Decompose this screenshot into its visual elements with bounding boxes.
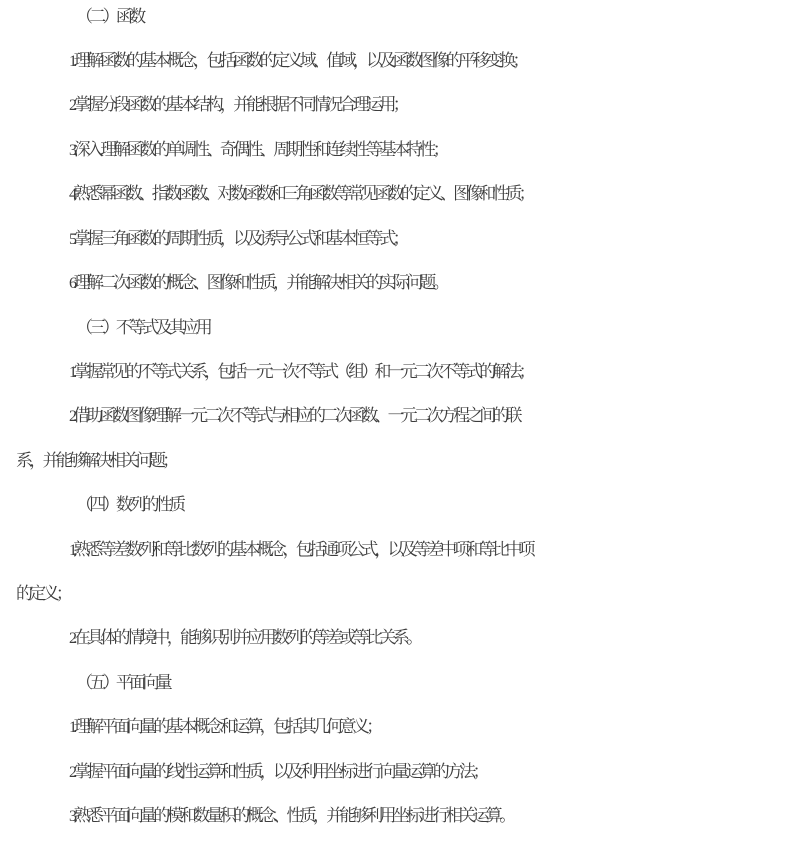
item-number: 1. [69, 53, 74, 70]
item-text: 借助函数图像理解一元二次不等式与相应的二次函数、一元二次方程之间的联 [73, 406, 519, 426]
list-item [69, 539, 787, 562]
list-item [69, 183, 787, 206]
section-heading: （四）数列的性质 [76, 495, 183, 515]
item-text: 熟悉幂函数、指数函数、对数函数和三角函数等常见函数的定义、图像和性质； [73, 184, 532, 204]
list-item-continuation: 的定义； [16, 584, 70, 604]
section-heading: （五）平面向量 [76, 673, 170, 693]
item-number: 2. [69, 764, 74, 781]
section-heading: （二）函数 [76, 7, 143, 27]
item-text: 理解函数的基本概念，包括函数的定义域、值域，以及函数图像的平移变换； [73, 51, 526, 71]
list-item [69, 716, 787, 739]
item-number: 1. [69, 364, 74, 381]
list-item [69, 761, 787, 784]
item-number: 1. [69, 719, 74, 736]
item-number: 1. [69, 542, 74, 559]
item-text: 在具体的情境中，能够识别并应用数列的等差或等比关系。 [73, 628, 420, 648]
item-number: 5. [69, 231, 74, 248]
list-item [69, 272, 787, 295]
item-number: 2. [69, 97, 74, 114]
list-item [69, 361, 787, 384]
item-text: 掌握三角函数的周期性质，以及诱导公式和基本恒等式； [73, 229, 407, 249]
list-item [69, 228, 787, 251]
item-number: 3. [69, 808, 74, 825]
item-number: 3. [69, 142, 74, 159]
list-item [69, 805, 787, 828]
item-text: 理解平面向量的基本概念和运算，包括其几何意义； [73, 717, 380, 737]
list-item [69, 94, 787, 117]
item-text: 掌握常见的不等式关系，包括一元一次不等式（组）和一元二次不等式的解法； [73, 362, 532, 382]
item-number: 6. [69, 275, 74, 292]
list-item [69, 627, 787, 650]
item-number: 2. [69, 408, 74, 425]
item-text: 熟悉等差数列和等比数列的基本概念，包括通项公式，以及等差中项和等比中项 [73, 540, 532, 560]
item-number: 4. [69, 186, 74, 203]
list-item [69, 50, 787, 73]
item-text: 深入理解函数的单调性、奇偶性、周期性和连续性等基本特性； [73, 140, 447, 160]
item-text: 理解二次函数的概念、图像和性质，并能解决相关的实际问题。 [73, 273, 447, 293]
item-text: 掌握平面向量的线性运算和性质，以及利用坐标进行向量运算的方法； [73, 762, 486, 782]
list-item [69, 139, 787, 162]
list-item-continuation: 系，并能够解决相关问题； [16, 451, 176, 471]
item-number: 2. [69, 630, 74, 647]
item-text: 熟悉平面向量的模和数量积的概念、性质，并能够利用坐标进行相关运算。 [73, 806, 513, 826]
item-text: 掌握分段函数的基本结构，并能根据不同情况合理运用； [73, 95, 407, 115]
section-heading: （三）不等式及其应用 [76, 318, 209, 338]
list-item [69, 405, 787, 428]
